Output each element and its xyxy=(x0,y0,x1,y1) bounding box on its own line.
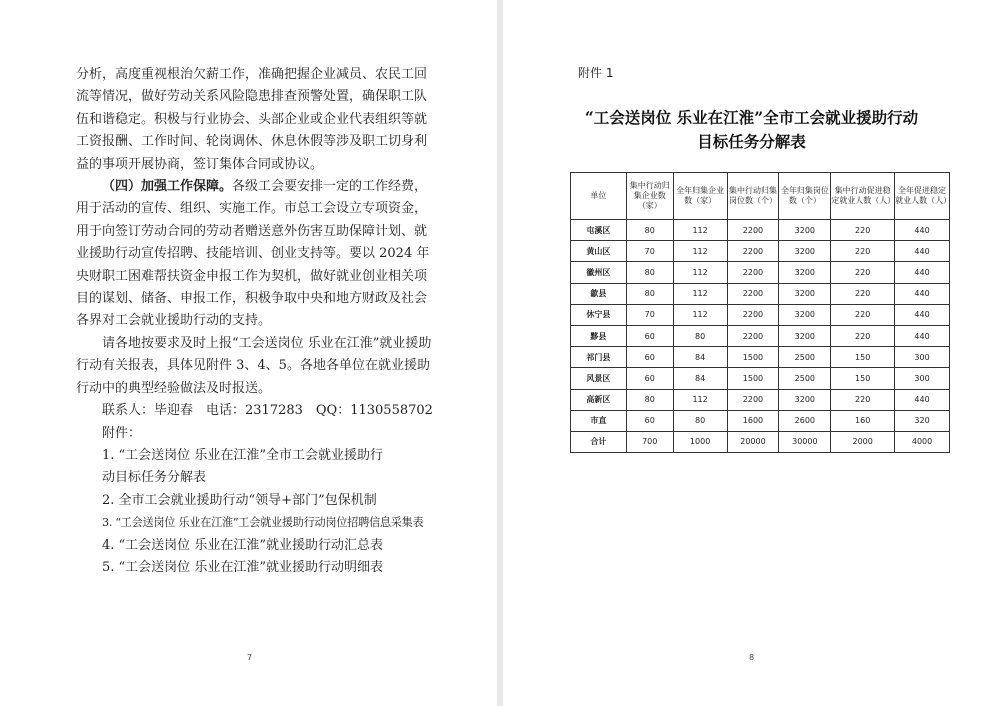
unit-cell: 祁门县 xyxy=(571,347,627,368)
value-cell: 160 xyxy=(831,410,895,431)
value-cell: 220 xyxy=(831,262,895,283)
attachment-item: 5. “工会送岗位 乐业在江淮”就业援助行动明细表 xyxy=(102,559,383,575)
left-body-text xyxy=(76,64,436,579)
unit-cell: 黟县 xyxy=(571,325,627,346)
value-cell: 1000 xyxy=(673,431,727,452)
value-cell: 60 xyxy=(626,347,673,368)
value-cell: 3200 xyxy=(779,304,831,325)
value-cell: 3200 xyxy=(779,389,831,410)
document-title xyxy=(563,106,940,154)
value-cell: 220 xyxy=(831,304,895,325)
page-number: 7 xyxy=(247,653,253,662)
value-cell: 440 xyxy=(895,325,950,346)
value-cell: 60 xyxy=(626,410,673,431)
unit-cell: 歙县 xyxy=(571,283,627,304)
attachment-label: 附件 1 xyxy=(578,66,614,80)
value-cell: 2200 xyxy=(727,220,779,241)
table-row xyxy=(571,283,950,304)
value-cell: 80 xyxy=(626,262,673,283)
value-cell: 60 xyxy=(626,325,673,346)
value-cell: 1500 xyxy=(727,368,779,389)
unit-cell: 徽州区 xyxy=(571,262,627,283)
value-cell: 112 xyxy=(673,262,727,283)
value-cell: 220 xyxy=(831,283,895,304)
value-cell: 112 xyxy=(673,283,727,304)
value-cell: 2600 xyxy=(779,410,831,431)
value-cell: 3200 xyxy=(779,220,831,241)
value-cell: 112 xyxy=(673,389,727,410)
unit-cell: 高新区 xyxy=(571,389,627,410)
paragraph-report: 请各地按要求及时上报“工会送岗位 乐业在江淮”就业援助行动有关报表，具体见附件 3、4、5。各地各单位在就业援助行动中的典型经验做法及时报送。 xyxy=(76,335,432,396)
header-cell: 集中行动归集岗位数（个） xyxy=(727,173,779,220)
value-cell: 440 xyxy=(895,283,950,304)
unit-cell: 市直 xyxy=(571,410,627,431)
table-row xyxy=(571,347,950,368)
value-cell: 440 xyxy=(895,241,950,262)
attachments-label: 附件： xyxy=(102,425,142,441)
section-4-heading: （四）加强工作保障。 xyxy=(102,179,233,195)
value-cell: 70 xyxy=(626,304,673,325)
value-cell: 2500 xyxy=(779,347,831,368)
value-cell: 440 xyxy=(895,220,950,241)
value-cell: 2200 xyxy=(727,262,779,283)
header-cell: 全年归集岗位数（个） xyxy=(779,173,831,220)
value-cell: 2000 xyxy=(831,431,895,452)
value-cell: 3200 xyxy=(779,241,831,262)
header-cell: 全年归集企业数（家） xyxy=(673,173,727,220)
attachment-item-continued: 动目标任务分解表 xyxy=(102,470,207,486)
unit-cell: 风景区 xyxy=(571,368,627,389)
value-cell: 84 xyxy=(673,368,727,389)
value-cell: 220 xyxy=(831,220,895,241)
page-right xyxy=(503,0,1000,706)
table-row xyxy=(571,304,950,325)
value-cell: 112 xyxy=(673,220,727,241)
attachment-item: 3. “工会送岗位 乐业在江淮”工会就业援助行动岗位招聘信息采集表 xyxy=(102,516,424,530)
value-cell: 2200 xyxy=(727,283,779,304)
task-table xyxy=(570,172,950,453)
value-cell: 80 xyxy=(626,220,673,241)
table-row xyxy=(571,410,950,431)
value-cell: 80 xyxy=(626,283,673,304)
value-cell: 112 xyxy=(673,241,727,262)
value-cell: 4000 xyxy=(895,431,950,452)
value-cell: 80 xyxy=(673,325,727,346)
value-cell: 1500 xyxy=(727,347,779,368)
table-row xyxy=(571,431,950,452)
value-cell: 3200 xyxy=(779,283,831,304)
value-cell: 70 xyxy=(626,241,673,262)
value-cell: 1600 xyxy=(727,410,779,431)
contact-line: 联系人：毕迎春 电话：2317283 QQ：1130558702 xyxy=(102,403,433,419)
header-cell: 集中行动促进稳定就业人数（人） xyxy=(831,173,895,220)
value-cell: 3200 xyxy=(779,325,831,346)
header-cell: 全年促进稳定就业人数（人） xyxy=(895,173,950,220)
value-cell: 2200 xyxy=(727,304,779,325)
value-cell: 440 xyxy=(895,262,950,283)
value-cell: 80 xyxy=(673,410,727,431)
value-cell: 150 xyxy=(831,368,895,389)
value-cell: 2200 xyxy=(727,241,779,262)
table-row xyxy=(571,368,950,389)
unit-cell: 休宁县 xyxy=(571,304,627,325)
value-cell: 150 xyxy=(831,347,895,368)
value-cell: 220 xyxy=(831,325,895,346)
value-cell: 60 xyxy=(626,368,673,389)
value-cell: 700 xyxy=(626,431,673,452)
unit-cell: 屯溪区 xyxy=(571,220,627,241)
paragraph-1: 分析，高度重视根治欠薪工作，准确把握企业减员、农民工回流等情况，做好劳动关系风险隐患排查预警处置，确保职工队伍和谐稳定。积极与行业协会、头部企业或企业代表组织等就工资报酬、工作时间、轮岗调休、休息休假等涉及职工切身利益的事项开展协商，签订集体合同或协议。 xyxy=(76,67,428,172)
section-4-text: 各级工会要安排一定的工作经费，用于活动的宣传、组织、实施工作。市总工会设立专项资金，用于向签订劳动合同的劳动者赠送意外伤害互助保障计划、就业援助行动宣传招聘、技能培训、创业支持等。要以 2024 年央财职工困难帮扶资金申报工作为契机，做好就业创业相关项目的谋划、储备、申报工作，积极争取中央和地方财政及社会各界对工会就业援助行动的支持。 xyxy=(76,179,430,329)
value-cell: 440 xyxy=(895,389,950,410)
value-cell: 300 xyxy=(895,347,950,368)
table-row xyxy=(571,220,950,241)
title-line-2: 目标任务分解表 xyxy=(697,132,806,151)
table-row xyxy=(571,325,950,346)
table-row xyxy=(571,389,950,410)
table-row xyxy=(571,241,950,262)
unit-cell: 黄山区 xyxy=(571,241,627,262)
value-cell: 220 xyxy=(831,241,895,262)
title-line-1: “工会送岗位 乐业在江淮”全市工会就业援助行动 xyxy=(584,108,919,127)
value-cell: 220 xyxy=(831,389,895,410)
header-cell: 单位 xyxy=(571,173,627,220)
table-row xyxy=(571,262,950,283)
unit-cell: 合计 xyxy=(571,431,627,452)
value-cell: 440 xyxy=(895,304,950,325)
value-cell: 2500 xyxy=(779,368,831,389)
value-cell: 20000 xyxy=(727,431,779,452)
value-cell: 320 xyxy=(895,410,950,431)
value-cell: 2200 xyxy=(727,389,779,410)
table-body xyxy=(571,220,950,453)
value-cell: 84 xyxy=(673,347,727,368)
page-left xyxy=(0,0,497,706)
value-cell: 300 xyxy=(895,368,950,389)
value-cell: 2200 xyxy=(727,325,779,346)
attachment-item: 2. 全市工会就业援助行动“领导+部门”包保机制 xyxy=(102,492,377,508)
table-header-row xyxy=(571,173,950,220)
value-cell: 30000 xyxy=(779,431,831,452)
attachment-item: 4. “工会送岗位 乐业在江淮”就业援助行动汇总表 xyxy=(102,537,383,553)
paragraph-section-4 xyxy=(76,176,436,333)
header-cell: 集中行动归集企业数（家） xyxy=(626,173,673,220)
value-cell: 80 xyxy=(626,389,673,410)
value-cell: 112 xyxy=(673,304,727,325)
value-cell: 3200 xyxy=(779,262,831,283)
attachment-item: 1. “工会送岗位 乐业在江淮”全市工会就业援助行 xyxy=(102,447,383,463)
page-number: 8 xyxy=(749,653,755,662)
